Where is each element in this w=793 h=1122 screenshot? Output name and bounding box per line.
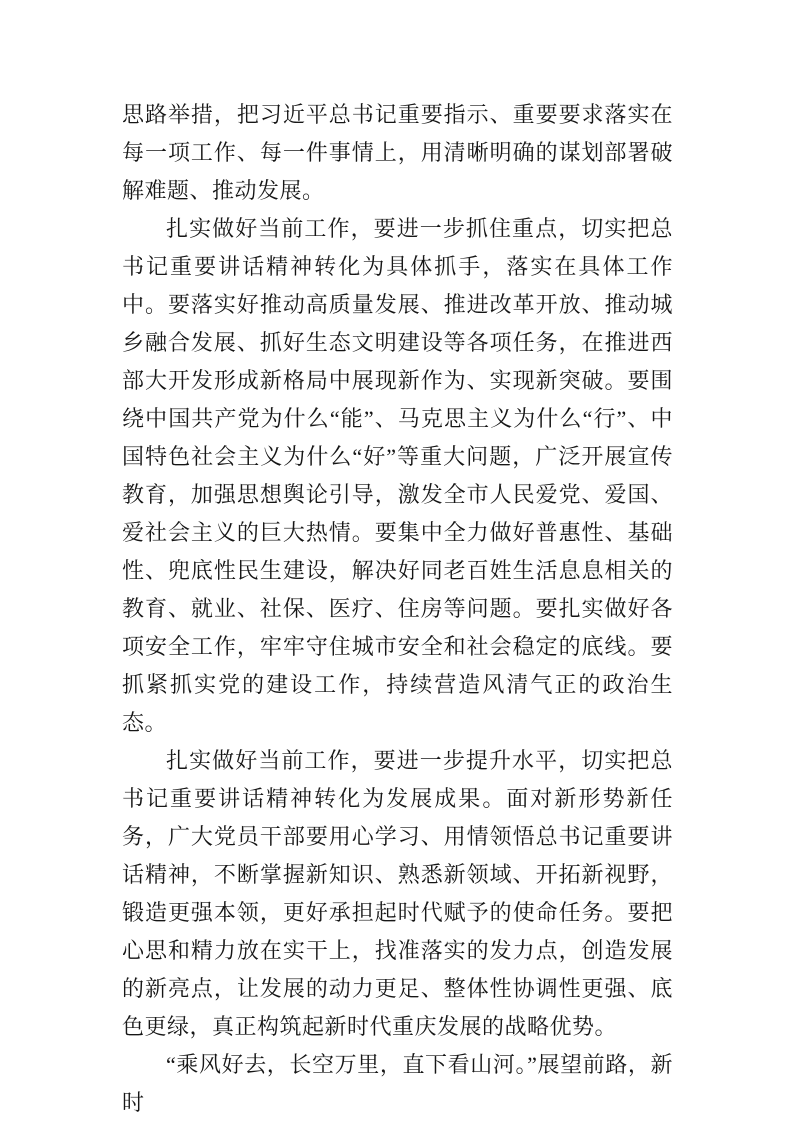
paragraph-continuation: 思路举措，把习近平总书记重要指示、重要要求落实在每一项工作、每一件事情上，用清晰明确的谋划部署破解难题、推动发展。	[122, 102, 673, 203]
paragraph-quote-outlook: “乘风好去，长空万里，直下看山河。”展望前路，新时	[122, 1052, 673, 1115]
paragraph-current-work-focus: 扎实做好当前工作，要进一步抓住重点，切实把总书记重要讲话精神转化为具体抓手，落实在具体工作中。要落实好推动高质量发展、推进改革开放、推动城乡融合发展、抓好生态文明建设等各项任务，在推进西部大开发形成新格局中展现新作为、实现新突破。要围绕中国共产党为什么“能”、马克思主义为什么“行”、中国特色社会主义为什么“好”等重大问题，广泛开展宣传教育，加强思想舆论引导，激发全市人民爱党、爱国、爱社会主义的巨大热情。要集中全力做好普惠性、基础性、兜底性民生建设，解决好同老百姓生活息息相关的教育、就业、社保、医疗、住房等问题。要扎实做好各项安全工作，牢牢守住城市安全和社会稳定的底线。要抓紧抓实党的建设工作，持续营造风清气正的政治生态。	[122, 216, 673, 735]
paragraph-improve-level: 扎实做好当前工作，要进一步提升水平，切实把总书记重要讲话精神转化为发展成果。面对新形势新任务，广大党员干部要用心学习、用情领悟总书记重要讲话精神，不断掌握新知识、熟悉新领域、开拓新视野，锻造更强本领，更好承担起时代赋予的使命任务。要把心思和精力放在实干上，找准落实的发力点，创造发展的新亮点，让发展的动力更足、整体性协调性更强、底色更绿，真正构筑起新时代重庆发展的战略优势。	[122, 748, 673, 1039]
